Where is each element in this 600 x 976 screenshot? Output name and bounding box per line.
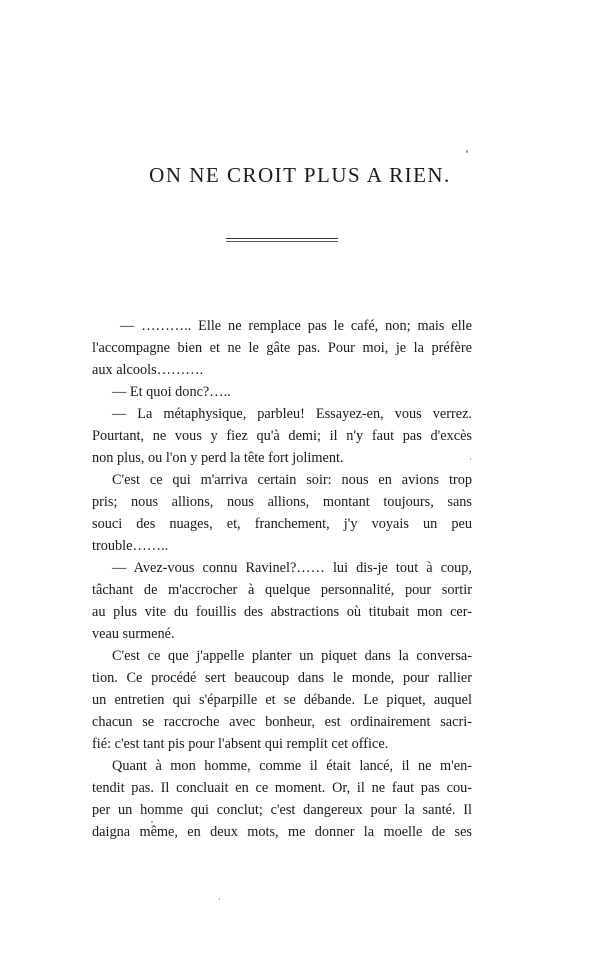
text-line: daigna même, en deux mots, me donner la moelle de ses <box>92 824 472 840</box>
text-line: fié: c'est tant pis pour l'absent qui remplit cet office. <box>92 736 389 752</box>
paper-speck <box>151 821 153 823</box>
title-rule-divider <box>226 238 338 239</box>
text-line: l'accompagne bien et ne le gâte pas. Pour moi, je la préfère <box>92 340 472 356</box>
text-line: tion. Ce procédé sert beaucoup dans le monde, pour rallier <box>92 670 472 686</box>
text-line: tâchant de m'accrocher à quelque personnalité, pour sortir <box>92 582 472 598</box>
text-line: pris; nous allions, nous allions, montant toujours, sans <box>92 494 472 510</box>
text-line: souci des nuages, et, franchement, j'y voyais un peu <box>92 516 472 532</box>
text-line: chacun se raccroche avec bonheur, est ordinairement sacri- <box>92 714 472 730</box>
text-line: aux alcools………. <box>92 362 204 378</box>
text-line: per un homme qui conclut; c'est dangereux pour la santé. Il <box>92 802 472 818</box>
text-line: trouble…….. <box>92 538 169 554</box>
paper-speck <box>466 150 468 153</box>
text-line: C'est ce que j'appelle planter un piquet dans la conversa- <box>112 648 472 664</box>
text-line: tendit pas. Il concluait en ce moment. Or, il ne faut pas cou- <box>92 780 472 796</box>
text-line: Pourtant, ne vous y fiez qu'à demi; il n'y faut pas d'excès <box>92 428 472 444</box>
paper-speck <box>219 898 220 900</box>
paper-speck <box>470 458 471 460</box>
text-line: au plus vite du fouillis des abstractions où titubait mon cer- <box>92 604 472 620</box>
text-line: — ……….. Elle ne remplace pas le café, non; mais elle <box>120 318 472 334</box>
text-line: — Et quoi donc?….. <box>112 384 231 400</box>
text-line: Quant à mon homme, comme il était lancé, il ne m'en- <box>112 758 472 774</box>
text-line: veau surmené. <box>92 626 175 642</box>
chapter-title: ON NE CROIT PLUS A RIEN. <box>149 163 451 187</box>
text-line: — Avez-vous connu Ravinel?…… lui dis-je tout à coup, <box>112 560 472 576</box>
text-line: — La métaphysique, parbleu! Essayez-en, vous verrez. <box>112 406 472 422</box>
text-line: C'est ce qui m'arriva certain soir: nous en avions trop <box>112 472 472 488</box>
body-text <box>92 315 472 843</box>
text-line: un entretien qui s'éparpille et se débande. Le piquet, auquel <box>92 692 472 708</box>
text-line: non plus, ou l'on y perd la tête fort joliment. <box>92 450 344 466</box>
